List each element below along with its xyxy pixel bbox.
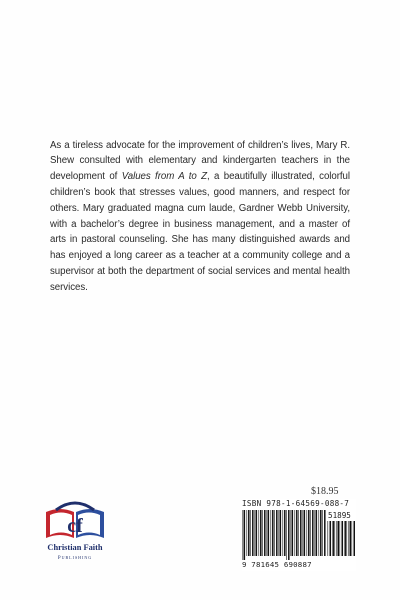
barcode-bar — [350, 521, 352, 556]
barcode-bar — [268, 510, 270, 556]
barcode-bar — [296, 510, 298, 556]
barcode-bar — [320, 510, 322, 556]
barcode-bar — [315, 510, 316, 556]
barcode-bar — [260, 510, 262, 556]
barcode-bar — [286, 510, 287, 560]
barcode-bar — [336, 521, 337, 556]
barcode-bar — [248, 510, 250, 556]
barcode-bar — [284, 510, 286, 556]
barcode-bar — [330, 521, 332, 556]
barcode-bar — [267, 510, 268, 556]
barcode-bar — [308, 510, 310, 556]
addon-barcode-bars — [327, 521, 355, 560]
barcode-bar — [354, 521, 356, 556]
barcode-bar — [322, 510, 323, 556]
barcode-bar — [303, 510, 304, 556]
barcode-bar — [310, 510, 311, 556]
barcode-bar — [348, 521, 349, 556]
barcode-bar — [344, 521, 345, 556]
barcode-bar — [262, 510, 263, 556]
barcode-bar — [332, 521, 333, 556]
publisher-sub: Publishing — [57, 556, 93, 561]
barcode-bar — [264, 510, 266, 556]
barcode-bar — [272, 510, 274, 556]
isbn-barcode — [242, 499, 356, 571]
barcode-bar — [283, 510, 284, 556]
barcode-bar — [280, 510, 282, 556]
barcode-bar — [338, 521, 340, 556]
barcode-bar — [259, 510, 260, 556]
barcode-bar — [279, 510, 280, 556]
barcode-bar — [345, 521, 347, 556]
barcode-bar — [274, 510, 275, 556]
publisher-name: Christian Faith — [47, 543, 103, 552]
barcode-bar — [291, 510, 292, 556]
barcode-bar — [298, 510, 299, 556]
barcode-bar — [342, 521, 344, 556]
barcode-bar — [324, 510, 326, 556]
barcode-bar — [244, 510, 246, 560]
barcode-bar — [307, 510, 308, 556]
barcode-bar — [250, 510, 251, 556]
author-blurb — [50, 138, 350, 296]
barcode-bar — [300, 510, 302, 556]
blurb-book-title: Values from A to Z — [121, 171, 207, 183]
barcode-bar — [255, 510, 256, 556]
barcode-bar — [328, 521, 329, 556]
barcode-bar — [352, 521, 353, 556]
barcode-bar — [243, 510, 244, 560]
addon-digits: 51895 — [328, 511, 351, 520]
ean-digits: 9 781645 690887 — [242, 560, 312, 569]
price-label: $18.95 — [311, 486, 339, 497]
barcode-bar — [271, 510, 272, 556]
blurb-text-after-title: , a beautifully illustrated, colorful children’s book that stresses values, good manners, and respect for others. Mary graduated magna cum laude, Gardner Webb University, with a bachelor’s degree in business management, and a master of arts in pastoral counseling. She has many distinguished awards and has enjoyed a long career as a teacher at a community college and a supervisor at both the department of social services and mental health services. — [50, 171, 350, 293]
barcode-bar — [316, 510, 318, 556]
barcode-bar — [295, 510, 296, 556]
barcode-bar — [312, 510, 314, 556]
barcode-bar — [333, 521, 335, 556]
barcode-bar — [252, 510, 254, 556]
barcode-bar — [304, 510, 306, 556]
logo-letters: cf — [67, 515, 83, 537]
blurb-text-before-title: As a tireless advocate for the improvement of children’s lives, Mary R. Shew consulted with elementary and kindergarten teachers in the development of — [50, 139, 350, 183]
ean-barcode-bars — [242, 510, 326, 560]
open-book-logo-icon — [40, 498, 110, 544]
barcode-bar — [247, 510, 248, 556]
isbn-text: ISBN 978-1-64569-088-7 — [242, 499, 350, 508]
publisher-logo — [40, 498, 110, 578]
barcode-bar — [256, 510, 258, 556]
barcode-bar — [340, 521, 341, 556]
barcode-bar — [319, 510, 320, 556]
barcode-bar — [276, 510, 278, 556]
barcode-bar — [288, 510, 290, 560]
barcode-bar — [292, 510, 294, 556]
